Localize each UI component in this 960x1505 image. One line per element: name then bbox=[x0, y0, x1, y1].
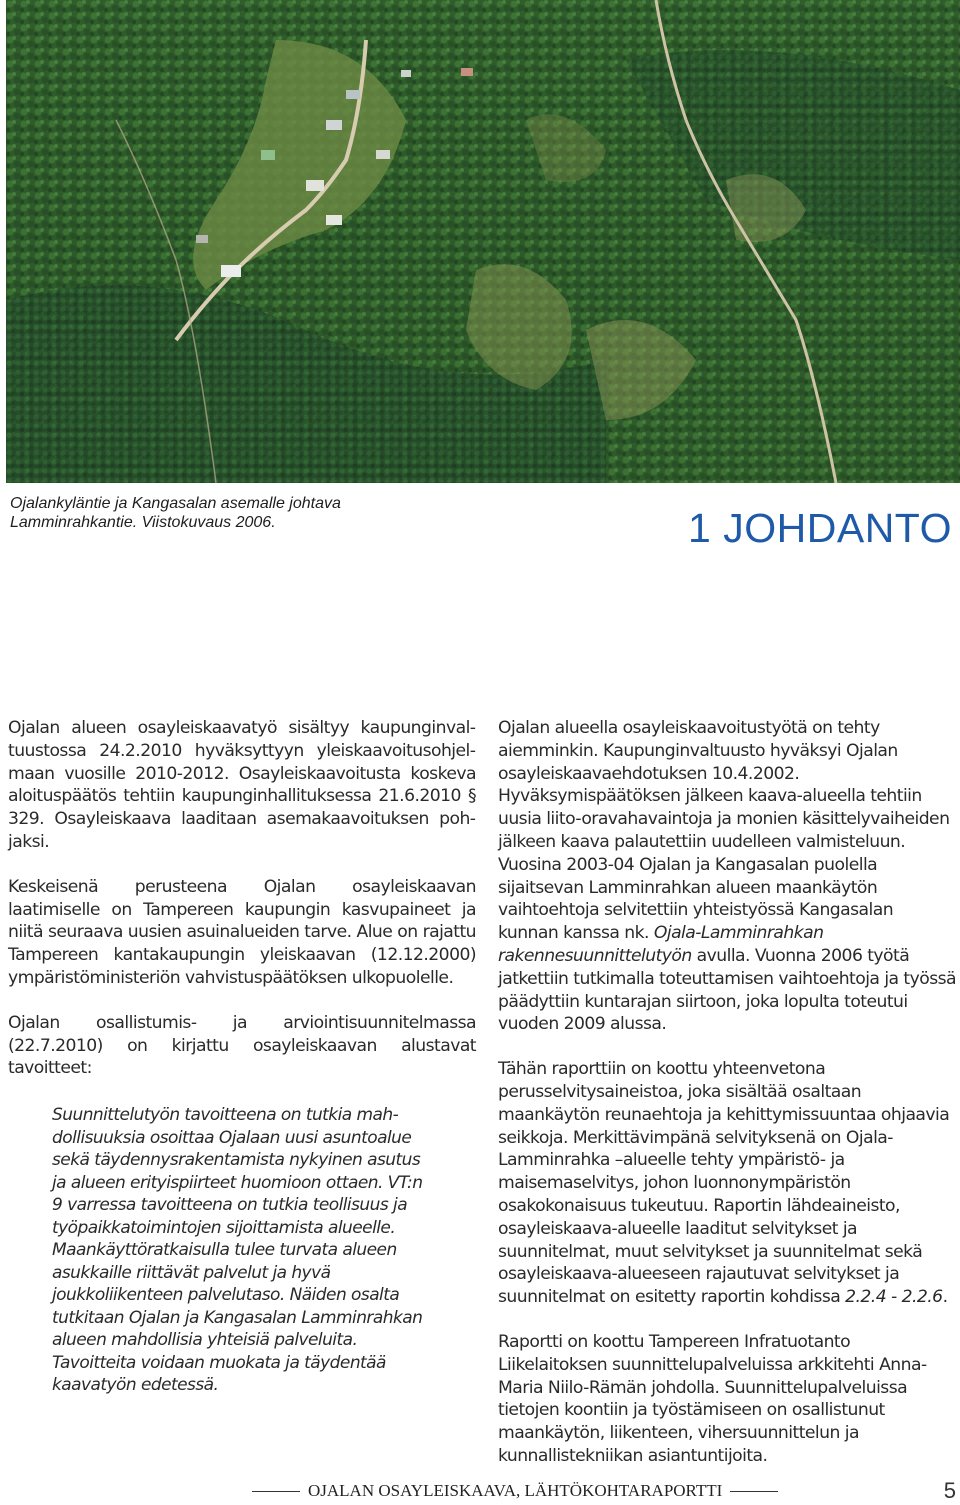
footer-title: OJALAN OSAYLEISKAAVA, LÄHTÖKOHTARAPORTTI bbox=[308, 1481, 723, 1500]
chapter-title: 1 JOHDANTO bbox=[688, 505, 952, 551]
right-p2-text-a: Tähän raporttiin on koottu yhteenvetona perusselvitysaineistoa, joka sisältää osaltaan maankäytön reunaehtoja ja kehittymissuuntaa ohjaavia seikkoja. Merkittävimpänä selvityksenä on Ojala-Lamminrahka –alueelle tehty ympäristö- ja maisemaselvitys, johon luonnonympäristön osakokonaisuus tukeutuu. Raportin lähdeaineisto, osayleiskaava-alueelle laaditut selvitykset ja suunnitelmat, muut selvitykset ja suunnitelmat sekä osayleiskaava-alueeseen rajautuvat selvitykset ja suunnitelmat on esitetty raportin kohdissa bbox=[498, 1059, 950, 1308]
footer-rule-right bbox=[730, 1491, 778, 1492]
right-paragraph-1 bbox=[498, 717, 958, 1036]
footer-rule-left bbox=[252, 1491, 300, 1492]
right-p1-text-b: avulla. Vuonna 2006 työtä jatkettiin tutkimalla toteuttamisen vaihtoehtoja ja työssä päädyttiin kuntarajan siirtoon, joka lopulta toteutui vuoden 2009 alussa. bbox=[498, 945, 957, 1035]
caption-line-1: Ojalankyläntie ja Kangasalan asemalle johtava bbox=[10, 495, 341, 512]
left-column bbox=[8, 717, 476, 1397]
left-paragraph-3: Ojalan osallistumis- ja arviointisuunnitelmassa (22.7.2010) on kirjattu osayleiskaavan alustavat tavoitteet: bbox=[8, 1012, 476, 1079]
photo-caption bbox=[10, 494, 370, 532]
right-paragraph-2 bbox=[498, 1058, 958, 1309]
left-paragraph-1: Ojalan alueen osayleiskaavatyö sisältyy kaupunginvaltuustossa 24.2.2010 hyväksyttyyn yleiskaavoitusohjelmaan vuosille 2010-2012. Osayleiskaavoitusta koskeva aloituspäätös tehtiin kaupunginhallituksessa 21.6.2010 § 329. Osayleiskaava laaditaan asemakaavoituksen pohjaksi. bbox=[8, 718, 476, 852]
page-number: 5 bbox=[943, 1478, 956, 1503]
left-paragraph-2: Keskeisenä perusteena Ojalan osayleiskaavan laatimiselle on Tampereen kaupungin kasvupaineet ja niitä seuraava uusien asuinalueiden tarve. Alue on rajattu Tampereen kantakaupungin yleiskaavan (12.12.2000) ympäristöministeriön vahvistuspäätöksen ulkopuolelle. bbox=[8, 876, 476, 988]
caption-line-2: Lamminrahkantie. Viistokuvaus 2006. bbox=[10, 514, 276, 531]
right-p1-text-a: Ojalan alueella osayleiskaavoitustyötä on tehty aiemminkin. Kaupunginvaltuusto hyväksyi Ojalan osayleiskaavaehdotuksen 10.4.2002. Hyväksymispäätöksen jälkeen kaava-alueella tehtiin uusia liito-oravahavaintoja ja monien käsittelyvaiheiden jälkeen kaava palautettiin uudelleen valmisteluun. Vuosina 2003-04 Ojalan ja Kangasalan puolella sijaitsevan Lamminrahkan alueen maankäytön vaihtoehtoja selvitettiin yhteistyössä Kangasalan kunnan kanssa nk. bbox=[498, 718, 950, 944]
goals-quote: Suunnittelutyön tavoitteena on tutkia mahdollisuuksia osoittaa Ojalaan uusi asuntoalue sekä täydennysrakentamista nykyinen asutus ja alueen erityispiirteet huomioon ottaen. VT:n 9 varressa tavoitteena on tutkia teollisuus ja työpaikkatoimintojen sijoittamista alueelle. Maankäyttöratkaisulla tulee turvata alueen asukkaille riittävät palvelut ja hyvä joukkoliikenteen palvelutaso. Näiden osalta tutkitaan Ojalan ja Kangasalan Lamminrahkan alueen mahdollisia yhteisiä palveluita. Tavoitteita voidaan muokata ja täydentää kaavatyön edetessä. bbox=[52, 1105, 423, 1396]
right-paragraph-3: Raportti on koottu Tampereen Infratuotanto Liikelaitoksen suunnittelupalveluissa arkkitehti Anna-Maria Niilo-Rämän johdolla. Suunnittelupalveluissa tietojen koontiin ja työstämiseen on osallistunut maankäytön, liikenteen, vihersuunnittelun ja kunnallistekniikan asiantuntijoita. bbox=[498, 1331, 927, 1466]
aerial-forest-photo bbox=[6, 0, 960, 483]
right-p2-emphasis: 2.2.4 - 2.2.6 bbox=[845, 1287, 943, 1308]
right-column bbox=[498, 717, 958, 1490]
right-p1-emphasis: Ojala-Lamminrahkan rakennesuunnittelutyön bbox=[498, 923, 824, 966]
right-p2-text-b: . bbox=[942, 1287, 948, 1308]
page-footer bbox=[252, 1478, 956, 1504]
